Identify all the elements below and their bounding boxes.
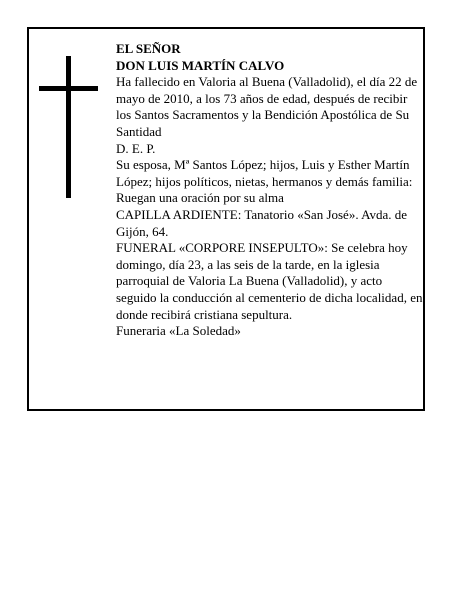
death-announcement: Ha fallecido en Valoria al Buena (Valladolid), el día 22 de mayo de 2010, a los 73 años de edad, después de recibir los Santos Sacramentos y la Bendición Apostólica de Su Santidad (116, 74, 418, 139)
notice-title: EL SEÑOR (116, 41, 181, 56)
rip-line: D. E. P. (116, 140, 156, 156)
family-list: Su esposa, Mª Santos López; hijos, Luis y Esther Martín López; hijos políticos, nietas, hermanos y demás familia: (116, 157, 413, 189)
chapel-info: CAPILLA ARDIENTE: Tanatorio «San José». Avda. de Gijón, 64. (116, 206, 408, 239)
deceased-name: DON LUIS MARTÍN CALVO (116, 57, 285, 73)
prayer-request: Ruegan una oración por su alma (116, 190, 284, 206)
cross-horizontal-bar (39, 86, 98, 91)
cross-vertical-bar (66, 56, 71, 198)
obituary-notice (27, 27, 425, 411)
funeral-info: FUNERAL «CORPORE INSEPULTO»: Se celebra hoy domingo, día 23, a las seis de la tarde, en la iglesia parroquial de Valoria La Buena (Valladolid), y acto seguido la conducción al cementerio de dicha localidad, en donde recibirá cristiana sepultura. (116, 240, 423, 322)
latin-cross-icon (39, 56, 98, 198)
funeral-home: Funeraria «La Soledad» (116, 323, 241, 339)
notice-text-block (116, 41, 424, 340)
